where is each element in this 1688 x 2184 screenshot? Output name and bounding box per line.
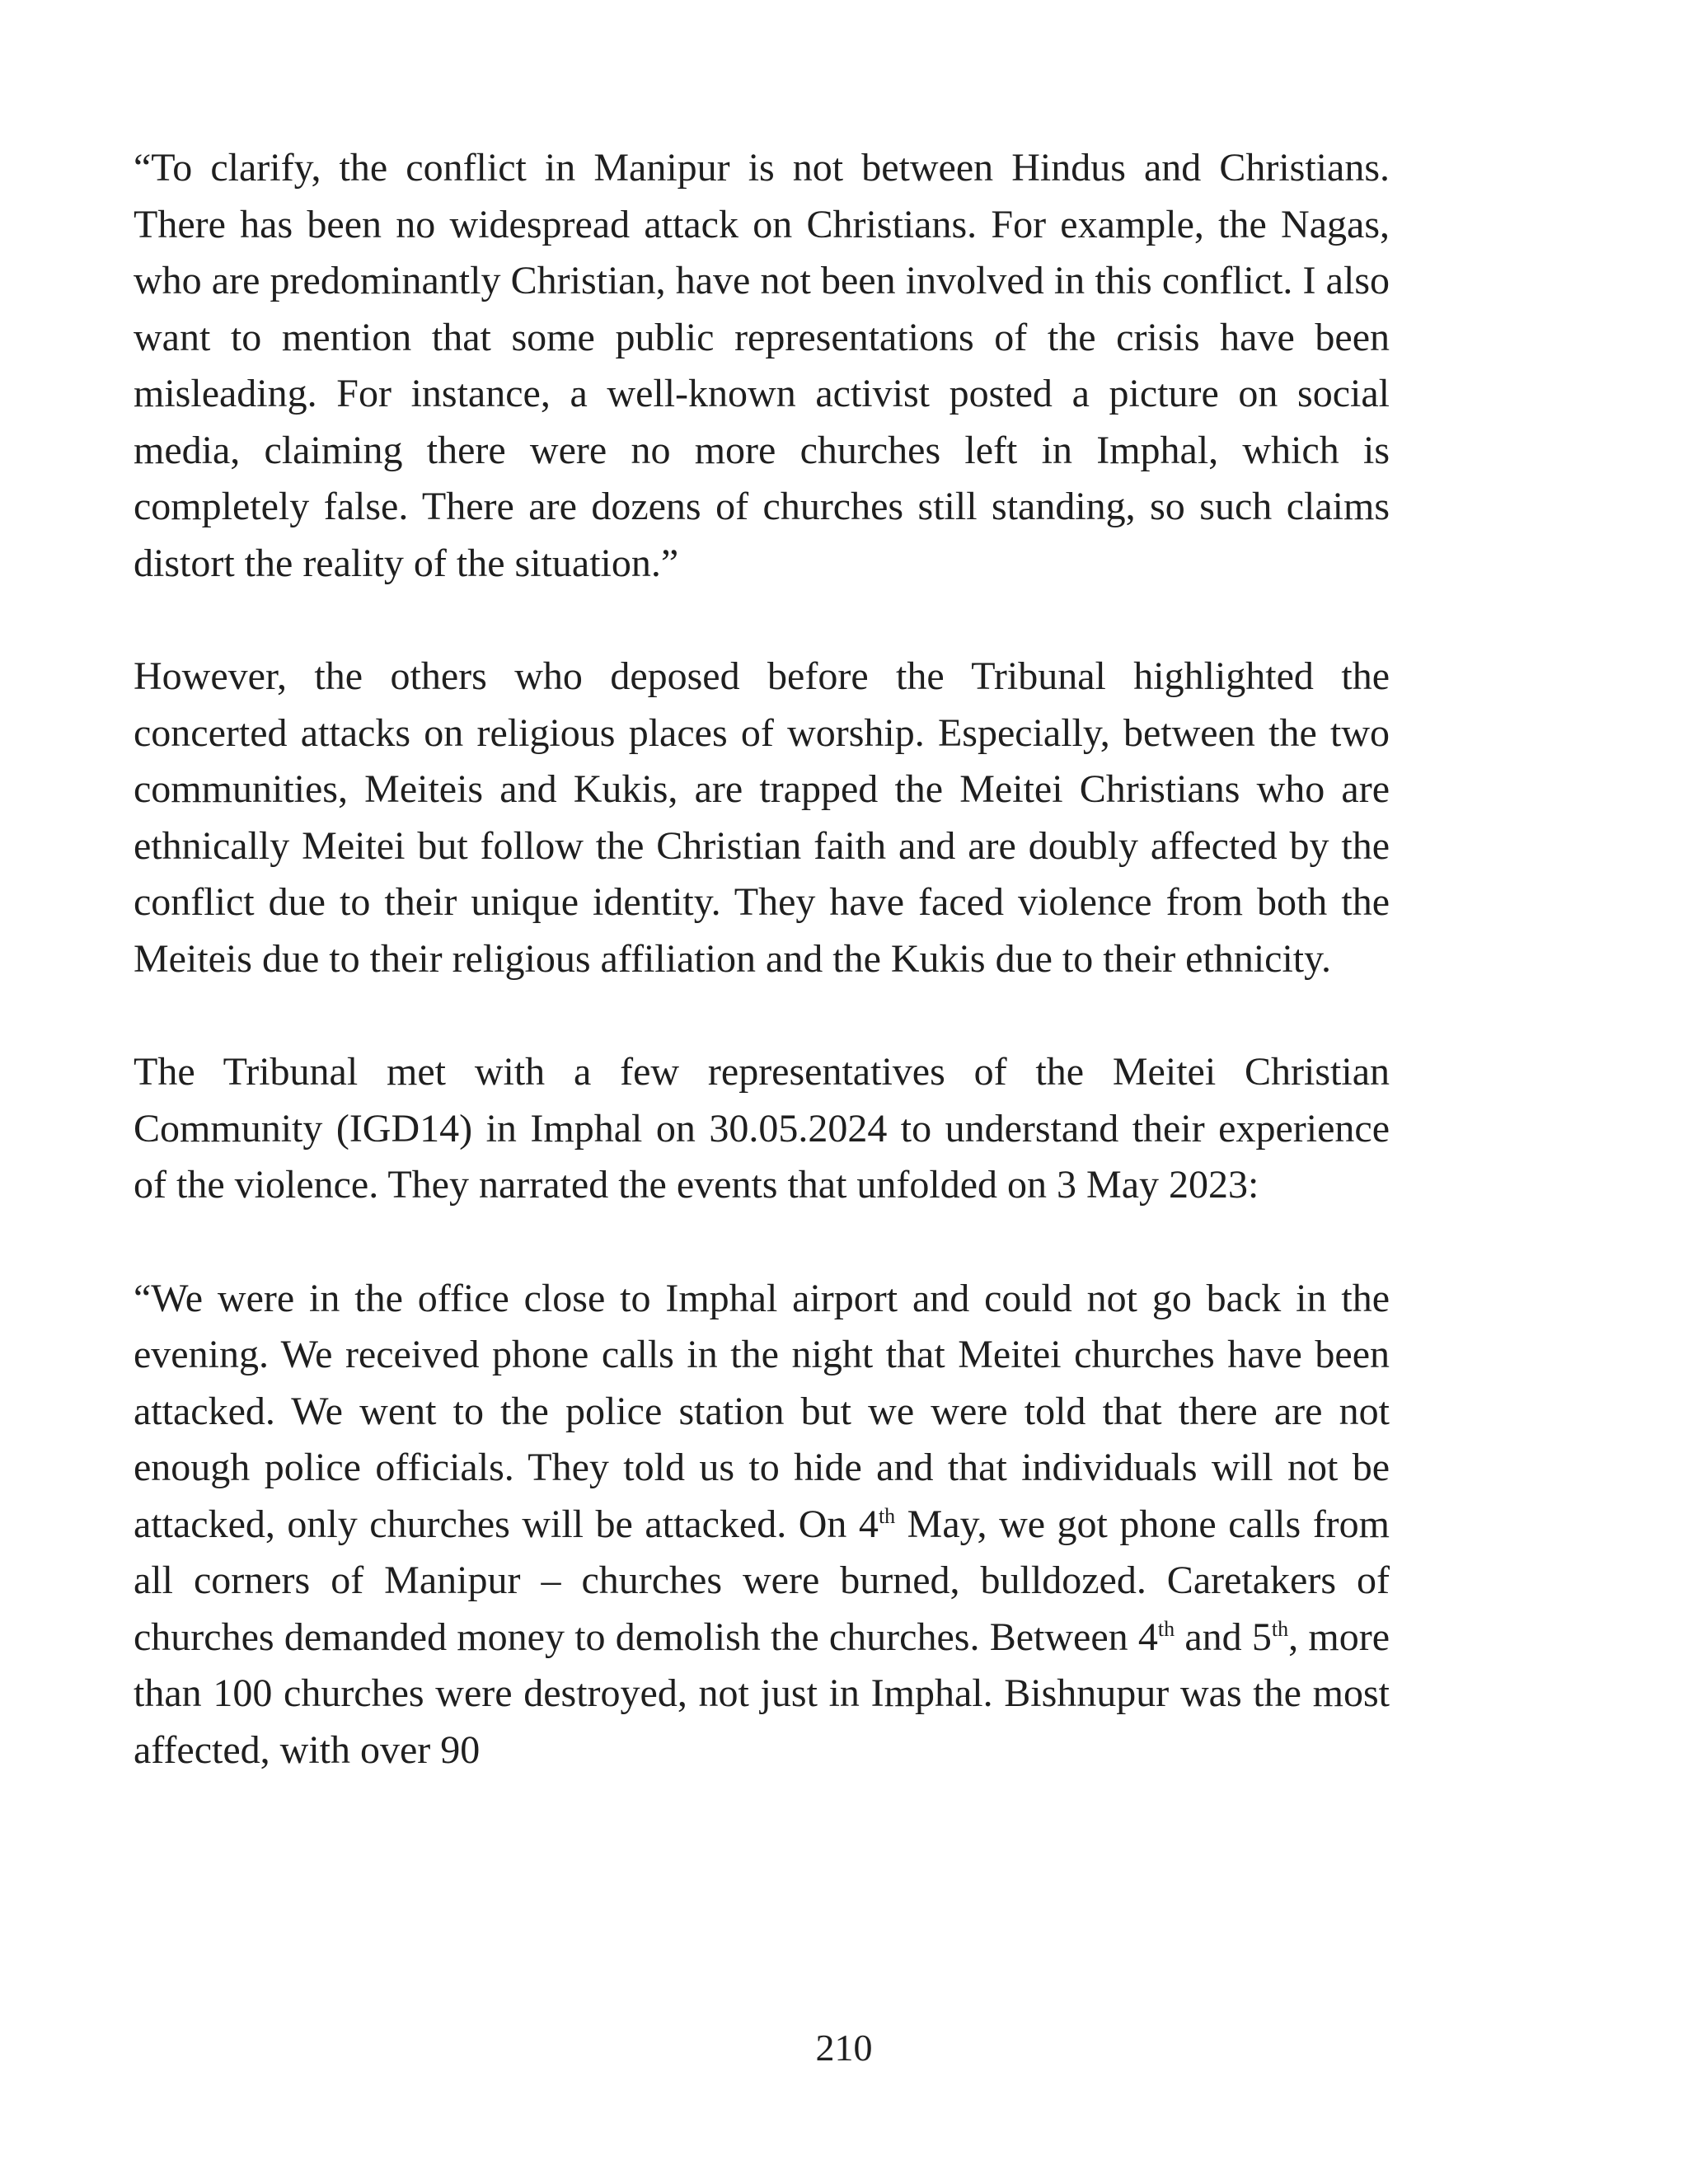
quote-text-part: “We were in the office close to Imphal airport and could not go back in the evening. We received phone calls in the night that Meitei churches have been attacked. We went to the police station but we were told that there are not enough police officials. They told us to hide and that individuals will not be attacked, only churches will be attacked. On 4 xyxy=(134,1276,1390,1546)
paragraph-quote-events xyxy=(134,1271,1390,1779)
page-number: 210 xyxy=(815,2027,873,2069)
quote-text-part: May, we got phone calls from all corners of Manipur – churches were burned, bulldozed. Caretakers of churches demanded money to demolish the churches. Between 4 xyxy=(134,1502,1390,1659)
paragraph-tribunal-meeting: The Tribunal met with a few representatives of the Meitei Christian Community (IGD14) in Imphal on 30.05.2024 to understand their experience of the violence. They narrated the events that unfolded on 3 May 2023: xyxy=(134,1050,1390,1207)
document-body xyxy=(134,140,1390,1835)
paragraph-quote-clarification: “To clarify, the conflict in Manipur is not between Hindus and Christians. There has been no widespread attack on Christians. For example, the Nagas, who are predominantly Christian, have not been involved in this conflict. I also want to mention that some public representations of the crisis have been misleading. For instance, a well-known activist posted a picture on social media, claiming there were no more churches left in Imphal, which is completely false. There are dozens of churches still standing, so such claims distort the reality of the situation.” xyxy=(134,146,1390,585)
ordinal-suffix: th xyxy=(1271,1616,1289,1641)
quote-text-part: and 5 xyxy=(1175,1615,1272,1659)
ordinal-suffix: th xyxy=(1157,1616,1175,1641)
quote-text-part: , more than 100 churches were destroyed, not just in Imphal. Bishnupur was the most affected, with over 90 xyxy=(134,1615,1390,1772)
paragraph-religious-attacks: However, the others who deposed before the Tribunal highlighted the concerted attacks on religious places of worship. Especially, between the two communities, Meiteis and Kukis, are trapped the Meitei Christians who are ethnically Meitei but follow the Christian faith and are doubly affected by the conflict due to their unique identity. They have faced violence from both the Meiteis due to their religious affiliation and the Kukis due to their ethnicity. xyxy=(134,654,1390,981)
ordinal-suffix: th xyxy=(878,1503,896,1528)
